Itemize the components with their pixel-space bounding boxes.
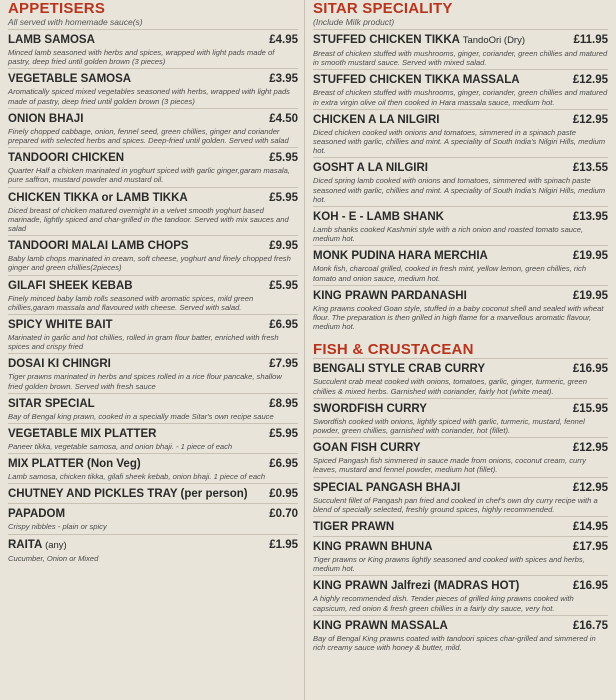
menu-item-tag: (any) [45,539,67,551]
appetisers-column [8,0,298,565]
menu-item [313,516,608,536]
menu-item-price: £13.55 [572,162,608,175]
menu-item-row [8,507,298,521]
menu-item-row [8,112,298,126]
menu-item-description: Spiced Pangash fish simmered in sauce made from onions, coconut cream, curry leaves, mustard and fennel powder, medium hot (fillet). [313,456,587,475]
menu-item-row [313,619,608,633]
menu-item-description: Crispy nibbles - plain or spicy [8,522,107,532]
menu-item [313,206,608,245]
column-divider [304,0,305,700]
menu-item [313,69,608,108]
menu-item-name [8,112,83,126]
menu-item-description: Diced breast of chicken matured overnight in a velvet smooth yoghurt based marinade, lightly spiced and char-grilled in the tandoor. Served with mix sauces and salad [8,205,289,234]
menu-item-row [313,33,608,48]
menu-item-name-text: STUFFED CHICKEN TIKKA [313,34,460,46]
menu-item-name-text: VEGETABLE MIX PLATTER [8,428,157,441]
menu-item-description: Cucumber, Onion or Mixed [8,553,99,563]
menu-item-name-text: SPECIAL PANGASH BHAJI [313,481,461,494]
menu-item-price: £6.95 [269,458,298,471]
speciality-column [313,0,608,654]
menu-item [8,108,298,147]
menu-item-name [313,210,444,224]
menu-item [8,423,298,453]
menu-item-name [313,289,467,303]
menu-item-price: £5.95 [269,279,298,292]
menu-item-description: Lamb samosa, chicken tikka, gilafi sheek kebab, onion bhaji. 1 piece of each [8,472,266,482]
menu-item-row [8,357,298,371]
menu-item-row [313,113,608,127]
menu-item-name-text: STUFFED CHICKEN TIKKA MASSALA [313,74,520,87]
menu-item-description: Breast of chicken stuffed with mushrooms, ginger, coriander, green chillies and matured in smooth mustard sauce. Served with mixed salad. [313,49,608,68]
menu-item-row [8,427,298,441]
menu-item-name [8,457,141,471]
menu-item-price: £0.70 [269,508,298,521]
menu-item-description: Bay of Bengal King prawns coated with tandoori spices char-grilled and simmered in rich creamy sauce with honey & butter, mild. [313,633,596,653]
menu-item-name [8,279,133,293]
menu-item-description: Diced chicken cooked with onions and tomatoes, simmered in a spinach paste seasoned with garlic, chillies and mint. A speciality of South India's Nilgiri Hills, medium hot. [313,127,606,156]
menu-item-price: £12.95 [572,442,608,455]
menu-item-description: King prawns cooked Goan style, stuffed in a baby coconut shell and sealed with wheat flour. The preparation is then grilled in high flame for a marvellous aromatic flavour, medium hot. [313,303,604,332]
menu-item-row [8,318,298,332]
menu-item-description: Tiger prawns or King prawns lightly seasoned and cooked with spices and herbs, medium hot. [313,555,585,574]
menu-item-tag: TandoOri (Dry) [462,35,526,46]
sitar-speciality-list [313,29,608,333]
menu-item-name [313,161,428,175]
menu-item-price: £19.95 [572,289,608,302]
menu-item-name-text: MONK PUDINA HARA MERCHIA [313,250,488,263]
menu-item-name [313,619,448,633]
menu-item-name [8,318,113,332]
menu-item-description: Lamb shanks cooked Kashmiri style with a rich onion and roasted tomato sauce, medium hot. [313,225,584,244]
menu-item-name [8,33,95,47]
menu-item-price: £5.95 [269,191,298,204]
menu-item-price: £8.95 [269,397,298,410]
menu-item-name [313,579,519,593]
menu-item-name-text: SPICY WHITE BAIT [8,319,113,332]
menu-item [313,536,608,575]
menu-item-description: Quarter Half a chicken marinated in yoghurt spiced with garlic ginger,garam masala, pure saffron, mustard powder and mustard oil. [8,166,290,185]
menu-item-name [8,239,189,253]
menu-item-price: £17.95 [572,541,608,554]
appetisers-list [8,29,298,565]
menu-item [8,453,298,483]
menu-item [8,147,298,186]
menu-item [8,393,298,423]
menu-item-name-text: TANDOORI MALAI LAMB CHOPS [8,240,189,253]
menu-item-row [313,481,608,495]
menu-item-name [313,520,394,534]
menu-item [313,477,608,516]
menu-item-price: £11.95 [573,34,608,46]
menu-item-name [313,113,440,127]
menu-item-description: Baby lamb chops marinated in cream, soft cheese, yoghurt and finely chopped fresh ginger and green chillies(2pieces) [8,254,291,273]
menu-item-name-text: GOSHT A LA NILGIRI [313,162,428,175]
menu-item-description: Paneer tikka, vegetable samosa, and onion bhaji. - 1 piece of each [8,442,233,452]
menu-item-price: £15.95 [572,402,608,415]
menu-item [8,503,298,533]
menu-item [313,358,608,397]
menu-item-row [313,540,608,554]
menu-item-row [8,397,298,411]
menu-item-name-text: TANDOORI CHICKEN [8,152,125,165]
menu-item-name [313,362,485,376]
menu-item [313,29,608,69]
section-subtitle-appetisers: All served with homemade sauce(s) [8,17,143,27]
menu-item-price: £16.95 [572,363,608,376]
menu-item-name-text: KING PRAWN MASSALA [313,619,448,632]
menu-item-price: £5.95 [269,428,298,441]
menu-item-row [313,441,608,455]
menu-item [313,398,608,437]
menu-item-price: £16.95 [572,580,608,593]
menu-item-row [313,579,608,593]
menu-item-price: £19.95 [572,250,608,263]
menu-item-price: £3.95 [269,73,298,86]
menu-item-name-text: GILAFI SHEEK KEBAB [8,279,133,292]
menu-item-description: Monk fish, charcoal grilled, cooked in fresh mint, yellow lemon, green chillies, rich tomato and onion sauce, medium hot. [313,264,587,283]
menu-item-name [8,72,131,86]
menu-item-price: £12.95 [572,113,608,126]
menu-item-row [313,73,608,87]
menu-item [8,314,298,353]
menu-item-description: Diced spring lamb cooked with onions and tomatoes, simmered with spinach paste seasoned with garlic, chillies and mint. A speciality of South India's Nilgiri Hills, medium hot. [313,176,606,204]
menu-item-name-text: VEGETABLE SAMOSA [8,73,132,86]
menu-item-row [313,520,608,534]
menu-item-description: Minced lamb seasoned with herbs and spices, wrapped with light pads made of pastry, deep fried until golden brown (3 pieces) [8,48,275,67]
menu-item-row [8,33,298,47]
menu-item [313,437,608,476]
menu-item-row [313,161,608,175]
menu-item-name-text: SITAR SPECIAL [8,397,95,410]
menu-item-name [313,540,432,554]
menu-item-description: A highly recommended dish. Tender pieces of grilled king prawns cooked with capsicum, red onion & fresh green chillies in a fairly dry sauce, very hot. [313,594,574,613]
menu-item-description: Finely chopped cabbage, onion, fennel seed, green chillies, ginger and coriander prepared with selected herbs and spices. Deep-fried until golden. Served with salad [8,126,289,146]
fish-crustacean-list [313,358,608,654]
menu-item-row [313,289,608,303]
menu-item-name [8,538,67,553]
menu-item-description: Succulent crab meat cooked with onions, tomatoes, garlic, ginger, turmeric, green chillies & mixed herbs. Garnished with coriander, fairly hot (white meat). [313,377,587,396]
menu-item-name [8,357,111,371]
menu-item-row [8,191,298,205]
menu-item-row [313,210,608,224]
menu-item-name [313,441,421,455]
menu-item [8,534,298,565]
section-title-sitar-speciality: SITAR SPECIALITY [313,0,453,17]
menu-item [313,615,608,654]
menu-item-row [8,457,298,471]
menu-item-name [8,191,188,205]
menu-item-name [313,481,460,495]
menu-item-name-text: DOSAI KI CHINGRI [8,358,111,371]
menu-item-price: £12.95 [572,481,608,494]
menu-item [8,235,298,274]
menu-item-name-text: CHUTNEY AND PICKLES TRAY (per person) [8,488,248,501]
menu-item-name-text: PAPADOM [8,508,66,521]
menu-item [8,29,298,68]
menu-item-name [8,507,65,521]
menu-item [8,68,298,107]
menu-item-name-text: KING PRAWN Jalfrezi (MADRAS HOT) [313,580,520,593]
menu-item-name [8,397,95,411]
menu-item-name [313,402,427,416]
section-title-appetisers: APPETISERS [8,0,106,17]
menu-item-price: £16.75 [572,619,608,632]
menu-item-name-text: GOAN FISH CURRY [313,442,421,455]
menu-item-price: £4.50 [269,112,298,125]
menu-item-row [8,279,298,293]
menu-item-name-text: MIX PLATTER (Non Veg) [8,458,141,471]
menu-item-row [313,249,608,263]
menu-item [8,483,298,503]
menu-item-description: Aromatically spiced mixed vegetables seasoned with herbs, wrapped with light pads made of pastry, deep fried until golden brown (3 pieces) [8,87,290,106]
menu-item [313,285,608,334]
menu-item-name-text: RAITA [8,538,42,551]
menu-item-row [8,538,298,553]
menu-item [8,275,298,314]
menu-item-description: Breast of chicken stuffed with mushrooms, ginger, coriander, green chillies and matured in extra virgin olive oil then cooked in Hara massala sauce, medium hot. [313,88,608,107]
menu-item-description: Marinated in garlic and hot chillies, rolled in gram flour batter, enriched with fresh spices and crispy fried [8,333,279,352]
menu-item [313,109,608,158]
menu-item-price: £6.95 [269,319,298,332]
menu-item-price: £9.95 [269,240,298,253]
menu-item-description: Tiger prawns marinated in herbs and spices rolled in a rice flour pancake, shallow fried golden brown. Served with fresh sauce [8,372,282,391]
menu-item-name [8,427,156,441]
section-subtitle-sitar-speciality: (Include Milk product) [313,17,395,27]
menu-item [313,245,608,284]
menu-item-name [313,73,520,87]
menu-item-price: £13.95 [572,211,608,224]
menu-item-name-text: SWORDFISH CURRY [313,402,427,415]
menu-item-name [313,33,525,48]
menu-item-name-text: ONION BHAJI [8,112,84,125]
menu-item-price: £0.95 [269,488,298,501]
menu-item [313,575,608,614]
menu-item-description: Swordfish cooked with onions, lightly spiced with garlic, turmeric, mustard, fennel powder, green chillies, garnished with coriander, hot (fillet). [313,416,585,436]
menu-item-name-text: BENGALI STYLE CRAB CURRY [313,363,486,376]
menu-item-row [313,402,608,416]
menu-item-name-text: KING PRAWN BHUNA [313,541,433,554]
section-title-fish-crustacean: FISH & CRUSTACEAN [313,341,474,359]
menu-item-price: £12.95 [572,74,608,87]
menu-item-name-text: TIGER PRAWN [313,521,395,534]
menu-item-name-text: KOH - E - LAMB SHANK [313,211,444,224]
menu-item-row [8,487,298,501]
menu-item-price: £7.95 [269,358,298,371]
menu-item-row [8,239,298,253]
menu-item-name-text: LAMB SAMOSA [8,34,95,46]
menu-item-name [313,249,488,263]
menu-item-row [8,72,298,86]
menu-item-description: Finely minced baby lamb rolls seasoned with aromatic spices, mild green chillies,garam massala and flavoured with cheese. Served with salad. [8,293,254,312]
menu-item [313,157,608,206]
menu-item-name [8,151,124,165]
menu-item-price: £14.95 [572,521,608,534]
menu-item-price: £1.95 [269,538,298,551]
menu-item-description: Succulent fillet of Pangash pan fried and cooked in chef's own dry curry recipe with a blend of specially selected, freshly ground spices, highly recommended. [313,495,598,514]
menu-item [8,187,298,236]
menu-item-name [8,487,248,501]
menu-item-price: £4.95 [269,34,298,46]
menu-item-name-text: KING PRAWN PARDANASHI [313,289,467,302]
menu-item [8,353,298,392]
menu-item-description: Bay of Bengal king prawn, cooked in a specially made Sitar's own recipe sauce [8,411,274,421]
menu-item-name-text: CHICKEN A LA NILGIRI [313,113,440,126]
menu-item-row [313,362,608,376]
menu-item-row [8,151,298,165]
menu-item-price: £5.95 [269,152,298,165]
menu-item-name-text: CHICKEN TIKKA or LAMB TIKKA [8,191,188,204]
